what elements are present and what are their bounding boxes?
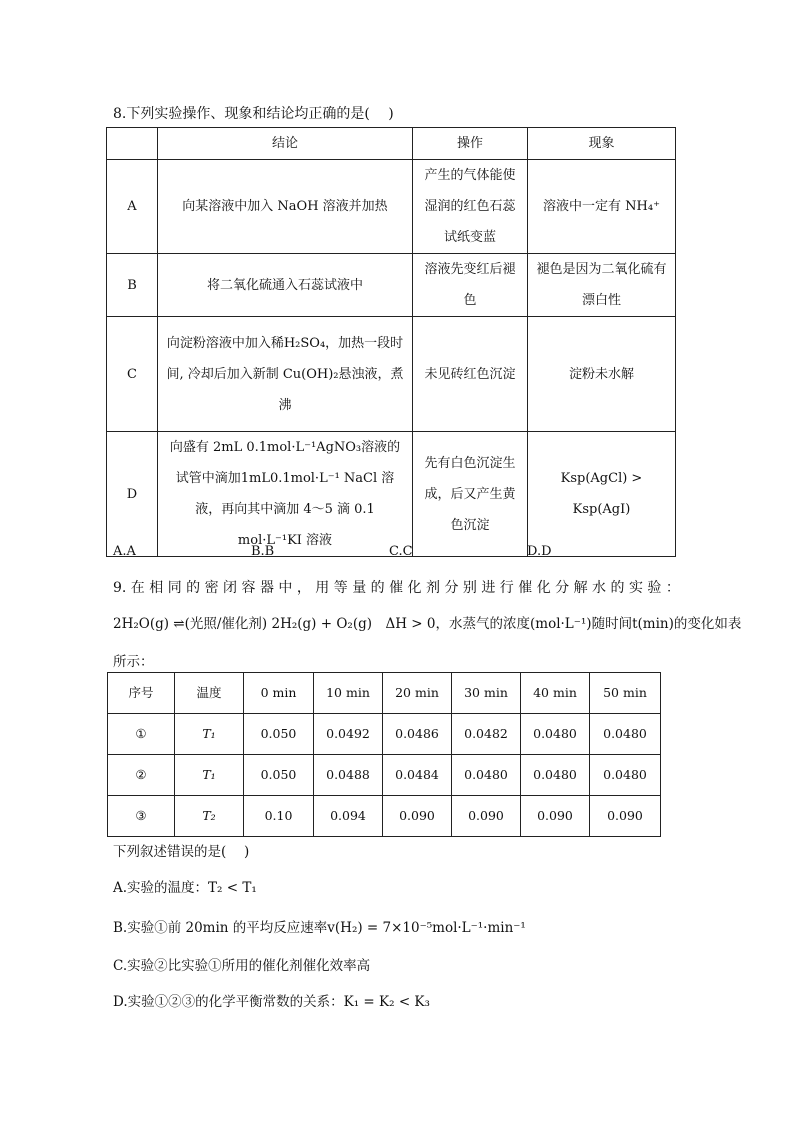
table-row <box>107 160 676 254</box>
cell-value: 0.0482 <box>452 714 521 755</box>
question-9-table <box>107 672 661 837</box>
cell-phenomenon: 溶液中一定有 NH₄⁺ <box>528 160 676 254</box>
cell-value: 0.0480 <box>590 714 661 755</box>
header-time: 50 min <box>590 673 661 714</box>
question-9-stem-line-3: 所示： <box>113 654 154 670</box>
table-row <box>107 432 676 557</box>
cell-phenomenon: Ksp(AgCl) > Ksp(AgI) <box>528 432 676 557</box>
cell-temperature: T₁ <box>175 714 244 755</box>
cell-number: ② <box>108 755 175 796</box>
header-time: 20 min <box>383 673 452 714</box>
cell-value: 0.050 <box>244 714 314 755</box>
table-header-row <box>107 128 676 160</box>
option-c[interactable]: C.C <box>389 544 413 559</box>
choice-b[interactable]: B.实验①前 20min 的平均反应速率v(H₂) = 7×10⁻⁵mol·L⁻¹·min⁻¹ <box>113 920 526 936</box>
cell-conclusion: 向盛有 2mL 0.1mol·L⁻¹AgNO₃溶液的试管中滴加1mL0.1mol·L⁻¹ NaCl 溶液，再向其中滴加 4～5 滴 0.1 mol·L⁻¹KI 溶液 <box>158 432 413 557</box>
header-temperature: 温度 <box>175 673 244 714</box>
cell-value: 0.0486 <box>383 714 452 755</box>
header-number: 序号 <box>108 673 175 714</box>
header-phenomenon: 现象 <box>528 128 676 160</box>
row-label: C <box>107 317 158 432</box>
cell-phenomenon: 淀粉未水解 <box>528 317 676 432</box>
cell-temperature: T₂ <box>175 796 244 837</box>
cell-value: 0.094 <box>314 796 383 837</box>
question-9-stem-line-2: 2H₂O(g) ⇌(光照/催化剂) 2H₂(g) + O₂(g) ΔH > 0，水蒸气的浓度(mol·L⁻¹)随时间t(min)的变化如表 <box>113 616 742 632</box>
cell-value: 0.090 <box>521 796 590 837</box>
header-time: 40 min <box>521 673 590 714</box>
cell-value: 0.090 <box>590 796 661 837</box>
header-blank <box>107 128 158 160</box>
choice-c[interactable]: C.实验②比实验①所用的催化剂催化效率高 <box>113 958 371 974</box>
cell-operation: 溶液先变红后褪色 <box>413 254 528 317</box>
cell-value: 0.0480 <box>590 755 661 796</box>
cell-temperature: T₁ <box>175 755 244 796</box>
question-8-table <box>106 127 676 557</box>
choice-d[interactable]: D.实验①②③的化学平衡常数的关系：K₁ = K₂ < K₃ <box>113 994 430 1010</box>
question-8-title: 8.下列实验操作、现象和结论均正确的是( ) <box>113 106 394 122</box>
cell-value: 0.0480 <box>521 755 590 796</box>
row-label: D <box>107 432 158 557</box>
option-a[interactable]: A.A <box>113 544 136 559</box>
table-header-row <box>108 673 661 714</box>
cell-value: 0.10 <box>244 796 314 837</box>
cell-operation: 未见砖红色沉淀 <box>413 317 528 432</box>
header-time: 10 min <box>314 673 383 714</box>
table-row <box>107 317 676 432</box>
table-row <box>108 714 661 755</box>
cell-value: 0.090 <box>383 796 452 837</box>
cell-operation: 产生的气体能使湿润的红色石蕊试纸变蓝 <box>413 160 528 254</box>
table-row <box>108 796 661 837</box>
cell-phenomenon: 褪色是因为二氧化硫有漂白性 <box>528 254 676 317</box>
header-operation: 操作 <box>413 128 528 160</box>
cell-conclusion: 向淀粉溶液中加入稀H₂SO₄，加热一段时间, 冷却后加入新制 Cu(OH)₂悬浊液，煮沸 <box>158 317 413 432</box>
header-conclusion: 结论 <box>158 128 413 160</box>
cell-value: 0.0484 <box>383 755 452 796</box>
choice-a[interactable]: A.实验的温度：T₂ < T₁ <box>113 880 257 896</box>
option-b[interactable]: B.B <box>251 544 275 559</box>
row-label: A <box>107 160 158 254</box>
cell-number: ① <box>108 714 175 755</box>
cell-value: 0.090 <box>452 796 521 837</box>
option-d[interactable]: D.D <box>527 544 552 559</box>
cell-value: 0.050 <box>244 755 314 796</box>
cell-number: ③ <box>108 796 175 837</box>
cell-value: 0.0488 <box>314 755 383 796</box>
cell-operation: 先有白色沉淀生成，后又产生黄色沉淀 <box>413 432 528 557</box>
cell-conclusion: 将二氧化硫通入石蕊试液中 <box>158 254 413 317</box>
question-9-stem-line-1: 9. 在 相 同 的 密 闭 容 器 中 ， 用 等 量 的 催 化 剂 分 别 进 行 催 化 分 解 水 的 实 验 ： <box>113 580 680 596</box>
cell-value: 0.0480 <box>521 714 590 755</box>
header-time: 0 min <box>244 673 314 714</box>
question-9-prompt: 下列叙述错误的是( ) <box>113 844 250 860</box>
cell-value: 0.0492 <box>314 714 383 755</box>
cell-conclusion: 向某溶液中加入 NaOH 溶液并加热 <box>158 160 413 254</box>
cell-value: 0.0480 <box>452 755 521 796</box>
row-label: B <box>107 254 158 317</box>
table-row <box>108 755 661 796</box>
header-time: 30 min <box>452 673 521 714</box>
table-row <box>107 254 676 317</box>
